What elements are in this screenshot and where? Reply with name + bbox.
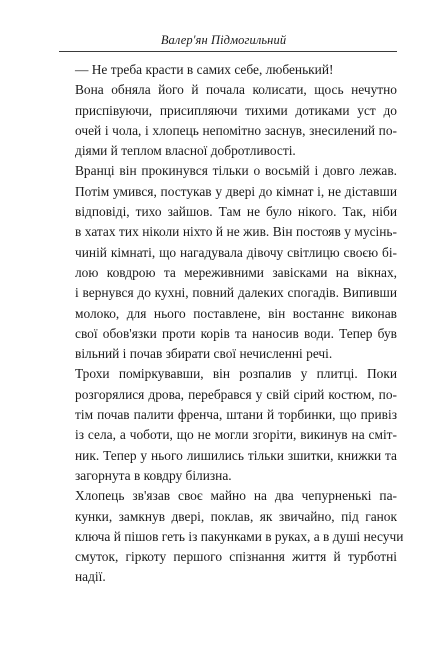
text-line: надії. — [75, 569, 106, 585]
text-line: очей і чола, і хлопець непомітно заснув, знесилений по- — [75, 122, 397, 138]
text-line: відповіді, тихо зайшов. Там не було нікого. Так, ніби — [75, 204, 397, 220]
text-line: і вернувся до кухні, повний далеких спогадів. Випивши — [75, 285, 397, 301]
text-line: Вона обняла його й почала колисати, щось нечутно — [75, 82, 397, 98]
text-line: діями й теплом власної добротливості. — [75, 143, 296, 159]
text-line: розгорялися дрова, перебрався у свій сірий костюм, по- — [75, 386, 397, 402]
text-line: молоко, для нього поставлене, він востаннє виконав — [75, 305, 397, 321]
paragraph — [59, 364, 397, 486]
text-line: Хлопець зв'язав своє майно на два чепурненькі па- — [75, 488, 397, 504]
text-line: вільний і почав збирати свої нечисленні речі. — [75, 346, 333, 362]
body-text — [59, 60, 404, 588]
text-line: ключа й пішов геть із пакунками в руках, а в душі несучи — [75, 528, 404, 544]
text-line: в хатах тих ніколи ніхто й не жив. Він постояв у мусінь- — [75, 224, 397, 240]
text-line: тім почав палити френча, штани й торбинки, що привіз — [75, 407, 397, 423]
text-line: кунки, замкнув двері, поклав, як звичайно, під ганок — [75, 508, 397, 524]
text-line: — Не треба красти в самих себе, любенький! — [75, 62, 334, 77]
text-line: загорнута в ковдру білизна. — [75, 467, 232, 483]
text-line: чиній кімнаті, що нагадувала дівочу світлицю своєю бі- — [75, 244, 397, 260]
running-header: Валер'ян Підмогильний — [160, 33, 287, 47]
text-line: свої обов'язки проти корів та наносив води. Тепер був — [75, 325, 397, 341]
text-line: лою ковдрою та мереживними завісками на вікнах, — [75, 264, 397, 280]
text-line: Вранці він прокинувся тільки о восьмій і довго лежав. — [75, 163, 397, 179]
text-line: ник. Тепер у нього лишились тільки зшитки, книжки та — [75, 447, 397, 463]
text-line: смуток, гіркоту першого спізнання життя й турботні — [75, 549, 397, 565]
paragraph — [59, 60, 397, 80]
text-line: із села, а чоботи, що не могли згоріти, викинув на сміт- — [75, 427, 397, 443]
paragraph — [59, 486, 404, 587]
text-line: Трохи поміркувавши, він розпалив у плитці. Поки — [75, 366, 397, 382]
header-rule — [59, 51, 397, 52]
text-line: приспівуючи, присипляючи тихими дотиками уст до — [75, 102, 397, 118]
paragraph — [59, 80, 397, 161]
paragraph — [59, 161, 397, 364]
text-line: Потім умився, постукав у двері до кімнат і, не діставши — [75, 183, 397, 199]
